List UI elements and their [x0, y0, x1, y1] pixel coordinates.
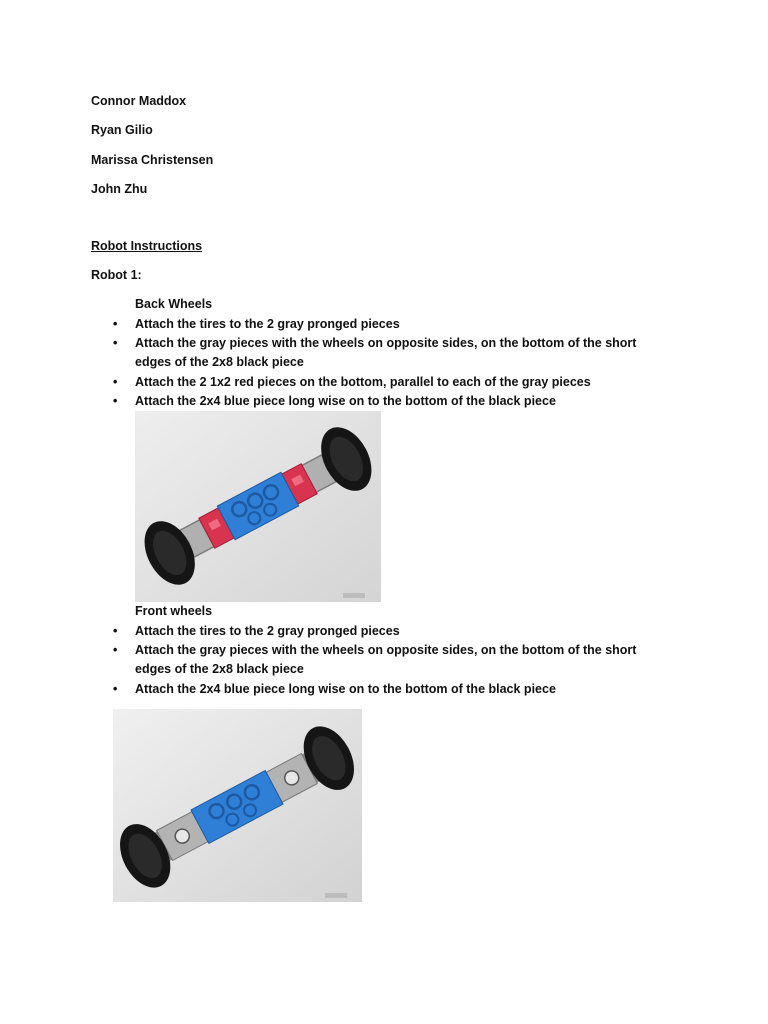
step-text: Attach the 2x4 blue piece long wise on to the bottom of the black piece — [135, 682, 556, 696]
step-text: Attach the gray pieces with the wheels on opposite sides, on the bottom of the short edges of the 2x8 black piece — [135, 643, 637, 676]
front-wheels-photo — [113, 709, 362, 902]
back-wheels-photo — [135, 411, 381, 602]
step-text: Attach the 2 1x2 red pieces on the bottom, parallel to each of the gray pieces — [135, 375, 591, 389]
author-name: Ryan Gilio — [91, 123, 153, 137]
step-text: Attach the gray pieces with the wheels on opposite sides, on the bottom of the short edges of the 2x8 black piece — [135, 336, 637, 369]
bullet-icon: • — [113, 394, 118, 408]
robot-label: Robot 1: — [91, 268, 142, 282]
bullet-icon: • — [113, 624, 118, 638]
bullet-icon: • — [113, 375, 118, 389]
step-text: Attach the tires to the 2 gray pronged pieces — [135, 317, 400, 331]
front-wheels-title: Front wheels — [135, 604, 213, 618]
author-name: Connor Maddox — [91, 94, 187, 108]
document-heading: Robot Instructions — [91, 239, 203, 253]
author-name: John Zhu — [91, 182, 148, 196]
back-wheels-title: Back Wheels — [135, 297, 213, 311]
step-text: Attach the tires to the 2 gray pronged pieces — [135, 624, 400, 638]
author-name: Marissa Christensen — [91, 153, 214, 167]
bullet-icon: • — [113, 643, 118, 657]
step-text: Attach the 2x4 blue piece long wise on to the bottom of the black piece — [135, 394, 556, 408]
bullet-icon: • — [113, 317, 118, 331]
bullet-icon: • — [113, 682, 118, 696]
bullet-icon: • — [113, 336, 118, 350]
